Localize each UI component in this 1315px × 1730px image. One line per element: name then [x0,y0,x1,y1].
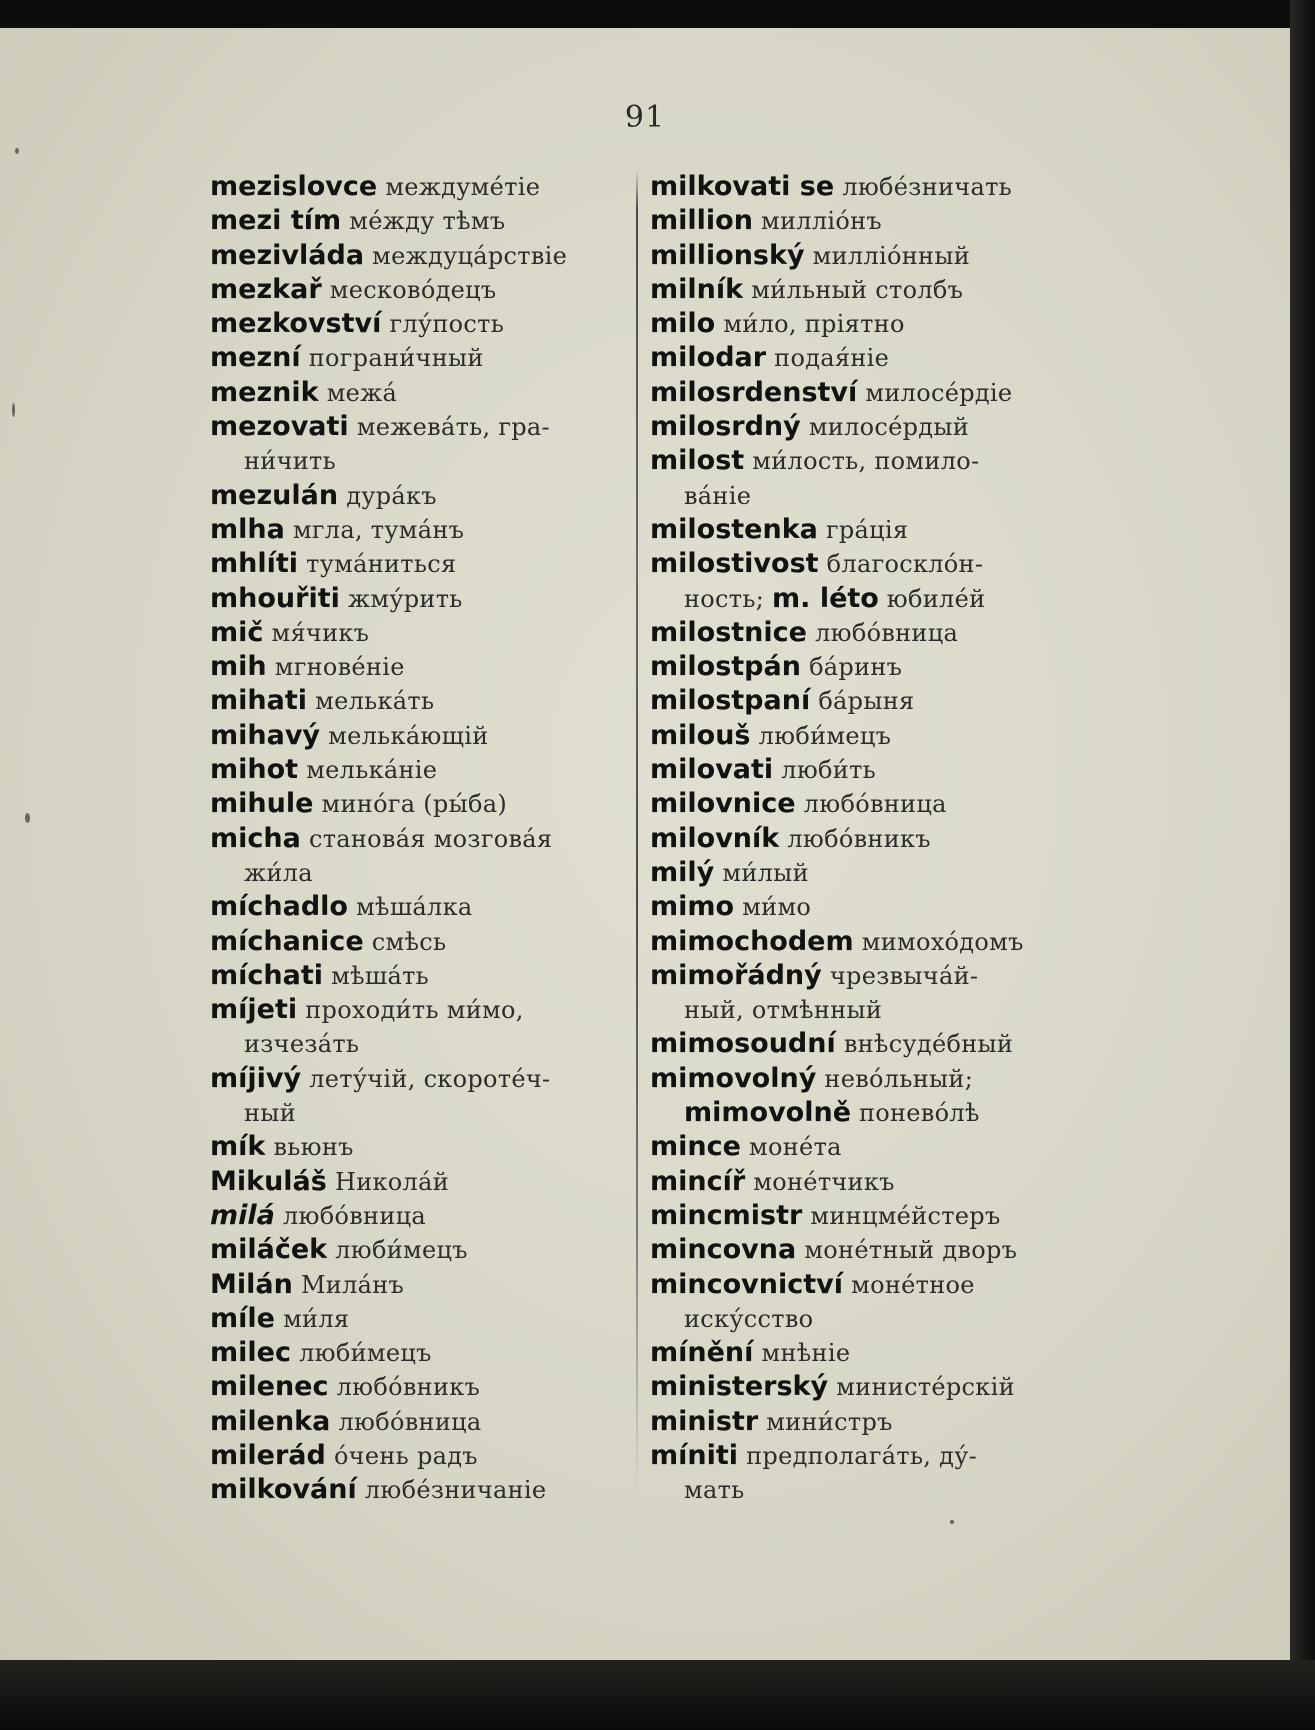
dictionary-entry [210,170,622,204]
translation: любо́вница [282,1201,426,1230]
paper-speck [950,1520,954,1524]
dictionary-entry [650,341,1070,375]
headword: mezivláda [210,239,365,271]
translation-continued: ный, отмѣнный [684,996,883,1025]
headword: milovati [650,754,774,786]
translation: милосе́рдіе [865,378,1013,407]
dictionary-entry [650,1199,1070,1233]
translation: милліо́нный [812,241,971,270]
translation: мгнове́ніе [274,653,405,682]
dictionary-entry [650,1439,1070,1473]
translation: люби́мецъ [335,1236,468,1265]
headword: ministerský [650,1371,829,1403]
headword: miláček [210,1234,328,1266]
headword: milovník [650,822,780,854]
entry-continuation [210,1096,622,1130]
headword: míle [210,1302,275,1334]
translation: мѣша́ть [331,961,430,990]
translation-continued: понево́лѣ [851,1099,980,1128]
translation-continued: изчеза́ть [244,1030,360,1059]
translation: люби́мецъ [758,721,892,750]
translation-continued: ни́чить [244,447,336,476]
headword: milosrdenství [650,376,858,408]
dictionary-entry [650,307,1070,341]
headword: milost [650,445,745,477]
translation: министе́рскій [836,1373,1015,1402]
headword: mince [650,1131,741,1163]
translation: ми́мо [742,893,812,922]
headword: milosrdný [650,411,801,443]
headword: mimovolný [650,1062,817,1094]
translation: милліо́нъ [761,207,882,236]
dictionary-entry [650,856,1070,890]
headword: milostnice [650,616,807,648]
translation: любо́вница [803,790,947,819]
dictionary-entry [650,616,1070,650]
translation: ми́ля [283,1304,350,1333]
translation-continued: ность; [684,584,773,613]
translation: смѣсь [371,927,447,956]
headword: milouš [650,719,751,751]
headword: míchati [210,959,323,991]
dictionary-entry [210,1302,622,1336]
translation: люби́мецъ [299,1339,432,1368]
headword: milostivost [650,548,819,580]
dictionary-entry [650,959,1070,993]
dictionary-entry [650,410,1070,444]
entry-continuation [650,1473,1070,1507]
translation: проходи́ть ми́мо, [305,996,524,1025]
dictionary-entry [210,890,622,924]
dictionary-entry [210,1233,622,1267]
headword: mihavý [210,719,321,751]
headword: mimochodem [650,925,854,957]
dictionary-entry [210,684,622,718]
headword: milý [650,856,715,888]
dictionary-entry [650,719,1070,753]
column-divider [636,170,638,1490]
translation: ба́ринъ [809,653,903,682]
headword: milostpaní [650,685,811,717]
headword: mincíř [650,1165,746,1197]
dictionary-entry [650,787,1070,821]
headword: míjivý [210,1062,302,1094]
translation: станова́я мозгова́я [308,824,553,853]
headword: mínění [650,1337,754,1369]
headword: mimo [650,891,735,923]
translation: милосе́рдый [808,413,970,442]
dictionary-entry [210,204,622,238]
translation: междуме́тіе [385,173,541,201]
page-number: 91 [624,100,666,135]
headword: mimosoudní [650,1028,836,1060]
paper-speck [25,813,30,823]
dictionary-entry [650,444,1070,478]
headword: mezní [210,342,301,374]
dictionary-entry [210,513,622,547]
headword: milenec [210,1371,329,1403]
headword: milo [650,308,716,340]
headword: milník [650,273,744,305]
translation: межева́ть, гра- [356,413,550,442]
dictionary-entry [210,239,622,273]
paper-speck [12,403,15,417]
dictionary-entry [210,410,622,444]
translation: предполага́ть, ду́- [746,1441,978,1470]
dictionary-entry [210,719,622,753]
translation: любо́вница [815,618,959,647]
dictionary-entry [650,1370,1070,1404]
translation: ми́лый [722,858,809,887]
entry-continuation [650,582,1070,616]
dictionary-entry [650,204,1070,238]
translation: лету́чій, скороте́ч- [309,1064,551,1093]
translation-continued: ный [244,1099,296,1128]
translation: гра́ція [826,515,909,544]
headword: millionský [650,239,805,271]
dictionary-entry [210,582,622,616]
translation-continued: иску́сство [684,1304,814,1333]
dictionary-entry [650,513,1070,547]
translation: моне́тчикъ [753,1167,895,1196]
dictionary-entry [650,684,1070,718]
dictionary-entry [210,1370,622,1404]
dictionary-entry [650,1130,1070,1164]
sub-headword: mimovolně [684,1097,852,1129]
translation: мѣша́лка [356,893,473,922]
right-column [650,170,1070,1508]
book-page [0,28,1290,1666]
left-column [210,170,622,1508]
dictionary-entry [650,890,1070,924]
translation: ме́жду тѣмъ [349,207,506,236]
paper-speck [15,148,19,154]
translation-continued: юбиле́й [878,584,986,613]
translation: любо́вница [338,1407,482,1436]
translation-continued: жи́ла [244,858,313,887]
dictionary-entry [650,822,1070,856]
headword: míniti [650,1439,739,1471]
translation: Никола́й [334,1167,449,1196]
translation: ми́ло, пріятно [723,310,905,339]
translation: мнѣніе [761,1339,851,1368]
translation: пограни́чный [308,344,484,373]
scan-background-bottom [0,1660,1315,1730]
headword: milkování [210,1474,357,1506]
scan-background-top [0,0,1315,30]
entry-continuation [650,479,1070,513]
dictionary-entry [210,822,622,856]
translation: мино́га (ры́ба) [321,790,507,819]
dictionary-entry [650,1233,1070,1267]
dictionary-entry [650,1268,1070,1302]
translation: междуца́рствіе [372,241,568,270]
translation: жму́рить [347,584,463,613]
dictionary-entry [650,1336,1070,1370]
headword: mincovna [650,1234,797,1266]
translation: минцме́йстеръ [810,1201,1001,1230]
translation: мелька́ніе [306,756,438,785]
scan-background-right [1290,0,1315,1730]
headword: milá [210,1199,275,1231]
translation: любе́зничаніе [364,1476,547,1505]
headword: mezkař [210,273,322,305]
headword: Mikuláš [210,1165,327,1197]
translation: межа́ [326,378,398,407]
dictionary-entry [210,993,622,1027]
headword: míjeti [210,994,298,1026]
translation: мгла, тума́нъ [292,515,465,544]
headword: mezovati [210,411,349,443]
headword: milkovati se [650,171,835,202]
translation: мелька́ть [315,687,435,716]
dictionary-entry [210,1130,622,1164]
translation: нево́льный; [824,1064,974,1093]
headword: mík [210,1131,266,1163]
entry-continuation [210,444,622,478]
headword: ministr [650,1405,759,1437]
dictionary-entry [650,547,1070,581]
sub-headword: m. léto [772,582,879,614]
headword: mincmistr [650,1199,803,1231]
dictionary-entry [210,650,622,684]
dictionary-entry [210,787,622,821]
translation: чрезвыча́й- [829,961,979,990]
dictionary-entry [210,341,622,375]
translation: Мила́нъ [300,1270,405,1299]
headword: mezulán [210,479,339,511]
dictionary-entry [650,170,1070,204]
translation-continued: ва́ніе [684,481,752,510]
headword: mezi tím [210,205,342,237]
headword: milostenka [650,513,818,545]
translation-continued: мать [684,1476,745,1505]
headword: mezkovství [210,308,382,340]
dictionary-entry [210,1062,622,1096]
headword: mlha [210,513,285,545]
headword: mezislovce [210,171,378,202]
translation: любе́зничать [842,173,1013,201]
headword: mincovnictví [650,1268,844,1300]
headword: mihati [210,685,307,717]
translation: мелька́ющій [328,721,489,750]
translation: дура́къ [346,481,437,510]
headword: million [650,205,753,237]
headword: milostpán [650,651,801,683]
translation: мя́чикъ [271,618,370,647]
entry-continuation [650,993,1070,1027]
translation: моне́тное [851,1270,975,1299]
headword: mhlíti [210,548,299,580]
dictionary-entry [650,376,1070,410]
dictionary-entry [210,273,622,307]
dictionary-entry [210,959,622,993]
headword: mih [210,651,267,683]
headword: Milán [210,1268,293,1300]
headword: mhouřiti [210,582,340,614]
translation: о́чень радъ [333,1441,478,1470]
dictionary-entry [210,1473,622,1507]
dictionary-entry [650,1027,1070,1061]
entry-continuation [210,856,622,890]
translation: ба́рыня [818,687,915,716]
dictionary-entry [210,479,622,513]
translation: мини́стръ [766,1407,893,1436]
translation: люби́ть [781,756,877,785]
headword: mihot [210,754,299,786]
dictionary-entry [650,1165,1070,1199]
headword: milec [210,1337,291,1369]
translation: подая́ніе [774,344,890,373]
translation: внѣсуде́бный [843,1030,1014,1059]
translation: ми́лость, помило- [752,447,980,476]
translation: вьюнъ [273,1133,354,1162]
dictionary-entry [210,1165,622,1199]
dictionary-entry [210,925,622,959]
dictionary-entry [210,753,622,787]
headword: mimořádný [650,959,822,991]
dictionary-entry [650,1405,1070,1439]
dictionary-entry [210,547,622,581]
dictionary-entry [210,1199,622,1233]
headword: milenka [210,1405,331,1437]
dictionary-entry [650,1062,1070,1096]
translation: моне́тный дворъ [804,1236,1018,1265]
entry-continuation [650,1096,1070,1130]
entry-continuation [650,1302,1070,1336]
dictionary-entry [210,1336,622,1370]
headword: mič [210,616,264,648]
translation: любо́вникъ [787,824,931,853]
translation: тума́ниться [306,550,457,579]
translation: благосклóн- [826,550,984,579]
headword: mihule [210,788,314,820]
dictionary-entry [210,1439,622,1473]
headword: míchadlo [210,891,348,923]
translation: месково́децъ [329,275,497,304]
dictionary-entry [650,925,1070,959]
dictionary-entry [210,376,622,410]
dictionary-entry [210,307,622,341]
dictionary-entry [210,1405,622,1439]
dictionary-entry [210,616,622,650]
translation: моне́та [749,1133,842,1162]
headword: milerád [210,1439,326,1471]
dictionary-entry [650,650,1070,684]
headword: milovnice [650,788,796,820]
headword: meznik [210,376,319,408]
dictionary-entry [650,273,1070,307]
headword: micha [210,822,301,854]
headword: míchanice [210,925,364,957]
translation: любо́вникъ [336,1373,481,1402]
entry-continuation [210,1027,622,1061]
headword: milodar [650,342,767,374]
dictionary-entry [650,753,1070,787]
translation: мимохо́домъ [861,927,1024,956]
translation: ми́льный столбъ [751,275,964,304]
dictionary-entry [650,239,1070,273]
dictionary-entry [210,1268,622,1302]
translation: глу́пость [389,310,505,339]
